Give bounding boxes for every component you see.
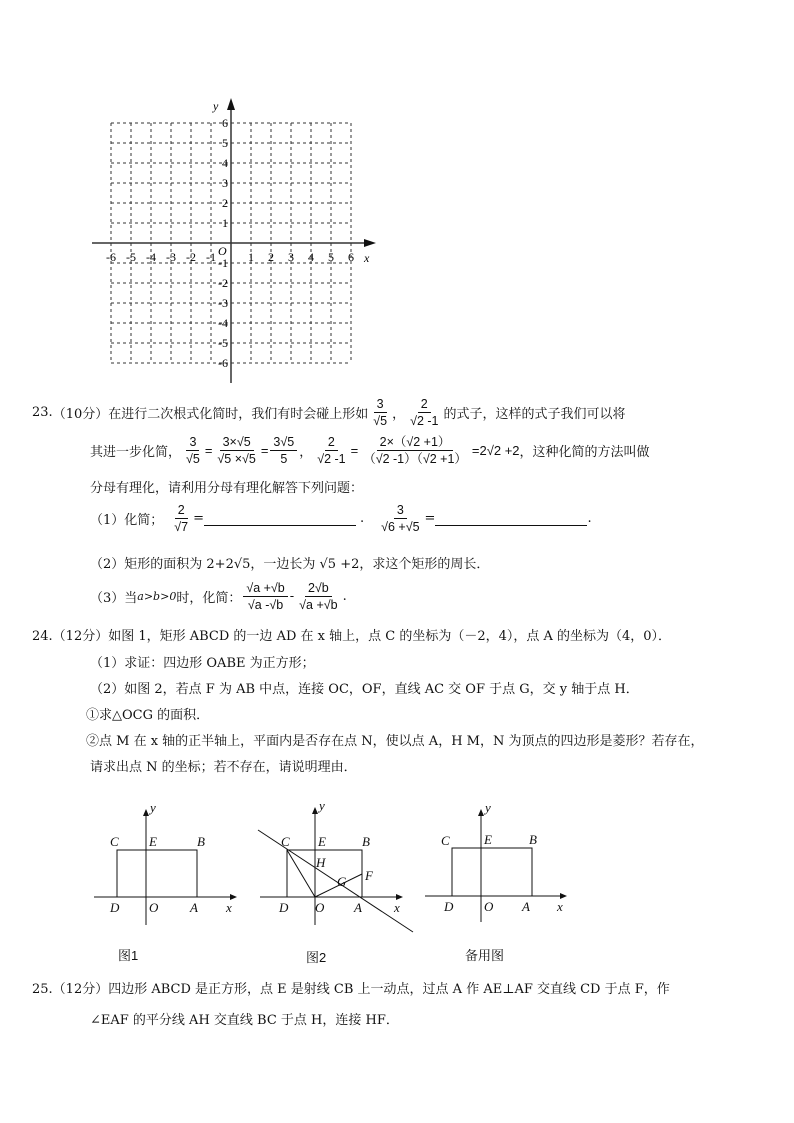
text: ， [392,407,406,422]
svg-text:E: E [318,834,326,849]
text: （3）当 [90,591,138,606]
svg-text:A: A [354,900,362,915]
text: 在进行二次根式化简时，我们有时会碰上形如 [108,407,369,422]
x-axis-arrow-icon [364,239,376,247]
svg-text:C: C [441,833,450,848]
q24-sub2-cont: 请求出点 N 的坐标；若不存在，请说明理由． [90,760,357,775]
label: y [150,800,156,815]
svg-text:E: E [149,834,157,849]
svg-text:x: x [394,900,400,915]
svg-text:G: G [337,874,347,889]
svg-text:B: B [529,832,537,847]
coordinate-grid [0,0,794,400]
fraction: $\frac{2}{√7}$ [174,503,189,534]
q24-part1: （1）求证：四边形 OABE 为正方形； [90,656,315,671]
q24-part2: （2）如图 2，若点 F 为 AB 中点，连接 OC，OF，直线 AC 交 OF 于点 G，交 y 轴于点 H． [90,682,639,697]
x-tick-label: -5 [126,250,136,264]
answer-blank-2[interactable] [435,511,587,526]
svg-text:D: D [110,900,120,915]
svg-text:O: O [484,899,494,914]
x-tick-label: -4 [146,250,156,264]
x-tick-label: -3 [166,250,176,264]
svg-text:O: O [149,900,159,915]
x-tick-label: 6 [348,250,354,264]
figure-2-caption: 图2 [306,950,327,965]
y-tick-label: -5 [218,336,228,350]
q23-line2: 其进一步化简， $\frac{3}{√5}$ = $\frac{3\times√5}{√5 \times√5}$ = $\frac{3√5}{5}$ ， $\frac{2}{√2 -1}$ = $\frac{2\times(√2 +1)}{(√2 -1)(√2 +1)}$ =2√2 +2 ，这种化简的方法叫做 [90,435,650,466]
x-tick-label: 3 [288,250,294,264]
fraction: $\frac{√a +√b}{√a -√b}$ [243,580,287,613]
x-tick-label: 2 [268,250,274,264]
fraction: $\frac{2}{√2 -1}$ [410,397,439,428]
svg-text:H: H [316,855,326,870]
svg-text:y: y [319,800,325,813]
svg-text:x: x [226,900,232,915]
svg-text:C: C [110,834,119,849]
q23-part3: （3）当 a>b>0 时，化简： $\frac{√a +√b}{√a -√b}$ - $\frac{2√b}{√a +√b}$ . [90,581,347,612]
q23-part1: （1）化简； $\frac{2}{√7}$ = . $\frac{3}{√6 +√5}$ = . [90,503,592,534]
svg-text:y: y [485,800,491,815]
x-tick-label: -6 [106,250,116,264]
svg-text:C: C [281,834,290,849]
text: 的式子，这样的式子我们可以将 [443,407,626,422]
x-axis-label: x [364,251,370,265]
svg-text:F: F [365,868,373,883]
svg-text:A: A [522,899,530,914]
svg-text:D: D [444,899,454,914]
q24-sub2: ②点 M 在 x 轴的正半轴上，平面内是否存在点 N，使以点 A，H M，N 为顶点的四边形是菱形？若存在， [86,734,704,749]
q23-line1 [32,396,626,429]
fraction: $\frac{2\times(√2 +1)}{(√2 -1)(√2 +1)}$ [363,435,467,466]
fraction: $\frac{3√5}{5}$ [270,434,297,467]
svg-text:E: E [484,832,492,847]
svg-text:B: B [197,834,205,849]
answer-blank-1[interactable] [204,511,356,526]
svg-text:O: O [315,900,325,915]
y-tick-label: 6 [222,116,228,130]
x-tick-label: 5 [328,250,334,264]
fraction: $\frac{3\times√5}{√5 \times√5}$ [217,435,256,466]
text: ，这种化简的方法叫做 [519,445,650,460]
y-tick-label: -4 [218,316,228,330]
x-tick-label: -1 [206,250,216,264]
q23-line3: 分母有理化，请利用分母有理化解答下列问题： [90,481,364,496]
y-tick-label: 2 [222,196,228,210]
text: （1）化简； [90,513,164,528]
x-tick-label: 4 [308,250,314,264]
fraction: $\frac{2}{√2 -1}$ [317,435,346,466]
text: 时，化简： [176,591,242,606]
question-number: 23. [32,405,53,420]
y-tick-label: -2 [218,276,228,290]
fraction: $\frac{3}{√5}$ [186,435,200,466]
svg-text:A: A [190,900,198,915]
svg-text:D: D [279,900,289,915]
figure-1-caption: 图1 [118,948,139,963]
y-axis-label: y [213,99,219,113]
y-tick-label: -3 [218,296,228,310]
x-tick-label: 1 [248,250,254,264]
score: （10分） [52,407,109,422]
x-tick-label: -2 [186,250,196,264]
y-tick-label: 3 [222,176,228,190]
q24-line1: 24.（12分）如图 1，矩形 ABCD 的一边 AD 在 x 轴上，点 C 的坐标为（－2，4），点 A 的坐标为（4，0）． [32,629,672,644]
fraction: $\frac{2√b}{√a +√b}$ [299,581,338,612]
y-tick-label: 4 [222,156,228,170]
y-tick-label: -6 [218,356,228,370]
q24-figures [0,800,794,940]
q24-sub1: ①求△OCG 的面积． [86,708,210,723]
y-axis-arrow-icon [227,98,235,110]
q25-line1: 25.（12分）四边形 ABCD 是正方形，点 E 是射线 CB 上一动点，过点 A 作 AE⊥AF 交直线 CD 于点 F，作 [32,982,670,997]
y-tick-label: -1 [218,256,228,270]
figure-backup-caption: 备用图 [465,948,505,963]
svg-text:B: B [362,834,370,849]
q25-line2: ∠EAF 的平分线 AH 交直线 BC 于点 H，连接 HF． [90,1013,399,1028]
origin-label: O [218,244,227,258]
q23-part2: （2）矩形的面积为 2+2√5，一边长为 √5 +2，求这个矩形的周长． [90,557,490,572]
text: 其进一步化简， [90,445,182,460]
fraction: $\frac{3}{√5}$ [373,397,388,428]
svg-text:x: x [557,899,563,914]
fraction: $\frac{3}{√6 +√5}$ [381,503,420,534]
text: a>b>0 [137,590,177,603]
y-tick-label: 5 [222,136,228,150]
y-tick-label: 1 [222,216,228,230]
